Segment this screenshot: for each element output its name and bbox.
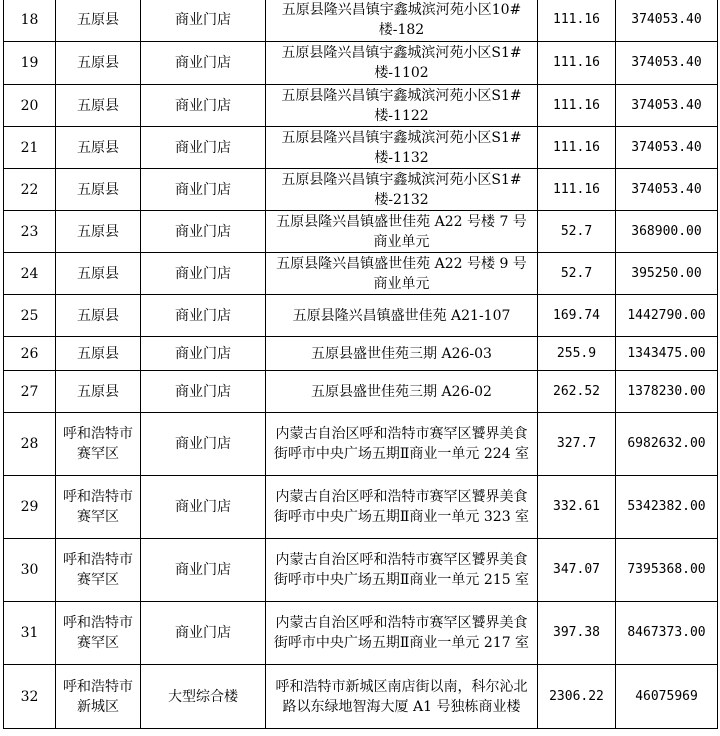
cell-no: 32 — [4, 665, 56, 729]
table-row — [4, 665, 718, 729]
cell-address: 五原县隆兴昌镇宇鑫城滨河苑小区S1#楼-1122 — [266, 85, 538, 127]
cell-no: 25 — [4, 295, 56, 337]
cell-price: 5342382.00 — [616, 476, 718, 539]
cell-price: 1343475.00 — [616, 337, 718, 371]
cell-address: 五原县隆兴昌镇宇鑫城滨河苑小区S1#楼-1132 — [266, 127, 538, 169]
cell-no: 18 — [4, 0, 56, 42]
table-row — [4, 253, 718, 295]
cell-area: 111.16 — [538, 85, 616, 127]
cell-area: 111.16 — [538, 169, 616, 211]
cell-no: 27 — [4, 371, 56, 413]
cell-address: 内蒙古自治区呼和浩特市赛罕区饕界美食街呼市中央广场五期Ⅱ商业一单元 323 室 — [266, 476, 538, 539]
cell-type: 商业门店 — [141, 413, 266, 476]
cell-county: 呼和浩特市新城区 — [56, 665, 141, 729]
cell-address: 五原县隆兴昌镇宇鑫城滨河苑小区S1#楼-2132 — [266, 169, 538, 211]
cell-county: 五原县 — [56, 337, 141, 371]
cell-type: 商业门店 — [141, 169, 266, 211]
cell-area: 169.74 — [538, 295, 616, 337]
cell-area: 262.52 — [538, 371, 616, 413]
cell-area: 52.7 — [538, 253, 616, 295]
cell-no: 26 — [4, 337, 56, 371]
cell-address: 五原县隆兴昌镇宇鑫城滨河苑小区S1#楼-1102 — [266, 42, 538, 85]
table-row — [4, 127, 718, 169]
cell-type: 商业门店 — [141, 371, 266, 413]
cell-type: 商业门店 — [141, 0, 266, 42]
table-row — [4, 0, 718, 42]
cell-county: 五原县 — [56, 295, 141, 337]
cell-no: 31 — [4, 602, 56, 665]
cell-address: 五原县隆兴昌镇盛世佳苑 A22 号楼 9 号商业单元 — [266, 253, 538, 295]
cell-no: 21 — [4, 127, 56, 169]
table-row — [4, 42, 718, 85]
cell-type: 商业门店 — [141, 602, 266, 665]
cell-county: 五原县 — [56, 211, 141, 253]
cell-address: 内蒙古自治区呼和浩特市赛罕区饕界美食街呼市中央广场五期Ⅱ商业一单元 224 室 — [266, 413, 538, 476]
cell-county: 五原县 — [56, 42, 141, 85]
cell-county: 五原县 — [56, 85, 141, 127]
table-row — [4, 85, 718, 127]
cell-price: 7395368.00 — [616, 539, 718, 602]
cell-area: 111.16 — [538, 127, 616, 169]
cell-no: 22 — [4, 169, 56, 211]
cell-area: 347.07 — [538, 539, 616, 602]
property-table — [3, 0, 718, 729]
cell-price: 368900.00 — [616, 211, 718, 253]
cell-price: 8467373.00 — [616, 602, 718, 665]
cell-price: 374053.40 — [616, 0, 718, 42]
cell-type: 商业门店 — [141, 476, 266, 539]
cell-address: 呼和浩特市新城区南店街以南，科尔沁北路以东绿地智海大厦 A1 号独栋商业楼 — [266, 665, 538, 729]
table-row — [4, 371, 718, 413]
cell-area: 111.16 — [538, 42, 616, 85]
cell-price: 6982632.00 — [616, 413, 718, 476]
cell-address: 五原县盛世佳苑三期 A26-03 — [266, 337, 538, 371]
cell-county: 五原县 — [56, 0, 141, 42]
cell-address: 五原县盛世佳苑三期 A26-02 — [266, 371, 538, 413]
cell-no: 24 — [4, 253, 56, 295]
cell-county: 五原县 — [56, 169, 141, 211]
cell-no: 19 — [4, 42, 56, 85]
table-row — [4, 602, 718, 665]
cell-price: 374053.40 — [616, 169, 718, 211]
cell-type: 大型综合楼 — [141, 665, 266, 729]
cell-area: 255.9 — [538, 337, 616, 371]
table-row — [4, 337, 718, 371]
table-row — [4, 169, 718, 211]
cell-area: 52.7 — [538, 211, 616, 253]
cell-no: 30 — [4, 539, 56, 602]
cell-address: 五原县隆兴昌镇盛世佳苑 A21-107 — [266, 295, 538, 337]
cell-price: 395250.00 — [616, 253, 718, 295]
cell-county: 呼和浩特市赛罕区 — [56, 539, 141, 602]
table-row — [4, 539, 718, 602]
cell-address: 五原县隆兴昌镇宇鑫城滨河苑小区10#楼-182 — [266, 0, 538, 42]
table-row — [4, 413, 718, 476]
cell-county: 呼和浩特市赛罕区 — [56, 476, 141, 539]
cell-address: 五原县隆兴昌镇盛世佳苑 A22 号楼 7 号商业单元 — [266, 211, 538, 253]
cell-area: 327.7 — [538, 413, 616, 476]
cell-county: 五原县 — [56, 127, 141, 169]
cell-address: 内蒙古自治区呼和浩特市赛罕区饕界美食街呼市中央广场五期Ⅱ商业一单元 217 室 — [266, 602, 538, 665]
cell-price: 46075969 — [616, 665, 718, 729]
cell-county: 呼和浩特市赛罕区 — [56, 602, 141, 665]
cell-price: 374053.40 — [616, 42, 718, 85]
cell-area: 2306.22 — [538, 665, 616, 729]
cell-price: 1378230.00 — [616, 371, 718, 413]
cell-no: 28 — [4, 413, 56, 476]
cell-address: 内蒙古自治区呼和浩特市赛罕区饕界美食街呼市中央广场五期Ⅱ商业一单元 215 室 — [266, 539, 538, 602]
cell-area: 397.38 — [538, 602, 616, 665]
cell-county: 五原县 — [56, 371, 141, 413]
cell-type: 商业门店 — [141, 127, 266, 169]
cell-county: 呼和浩特市赛罕区 — [56, 413, 141, 476]
cell-area: 111.16 — [538, 0, 616, 42]
table-row — [4, 211, 718, 253]
cell-price: 374053.40 — [616, 127, 718, 169]
cell-no: 23 — [4, 211, 56, 253]
cell-price: 374053.40 — [616, 85, 718, 127]
cell-type: 商业门店 — [141, 42, 266, 85]
cell-no: 20 — [4, 85, 56, 127]
cell-type: 商业门店 — [141, 211, 266, 253]
cell-price: 1442790.00 — [616, 295, 718, 337]
cell-type: 商业门店 — [141, 295, 266, 337]
cell-type: 商业门店 — [141, 85, 266, 127]
cell-area: 332.61 — [538, 476, 616, 539]
cell-type: 商业门店 — [141, 539, 266, 602]
cell-type: 商业门店 — [141, 337, 266, 371]
cell-no: 29 — [4, 476, 56, 539]
cell-type: 商业门店 — [141, 253, 266, 295]
cell-county: 五原县 — [56, 253, 141, 295]
table-row — [4, 476, 718, 539]
table-row — [4, 295, 718, 337]
